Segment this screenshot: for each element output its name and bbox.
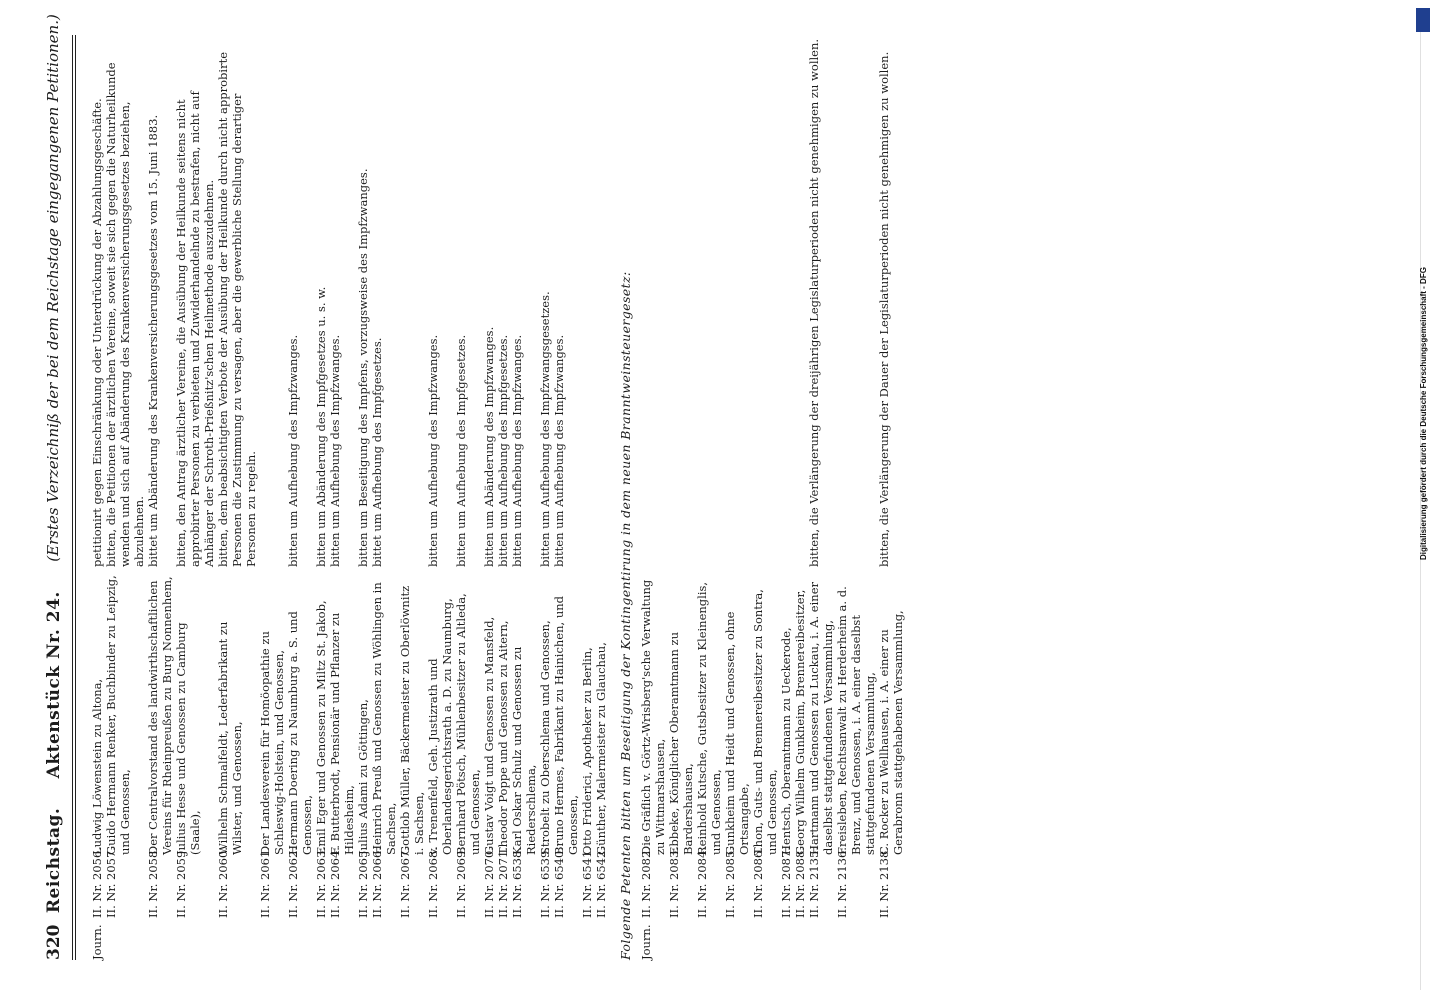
reference-number: II. Nr. 6540.	[552, 847, 566, 918]
petition-entry	[216, 30, 258, 960]
reference-number: II. Nr. 6538.	[510, 847, 524, 918]
petitioner: Hermann Doering zu Naumburg a. S. und Genossen,	[286, 611, 314, 855]
journal-reference	[639, 847, 667, 960]
petition-entry	[398, 30, 426, 960]
reference-number: II. Nr. 2060.	[216, 847, 230, 918]
petitioner: Gunkheim und Heidt und Genossen, ohne Ortsangabe,	[723, 611, 751, 855]
journal-prefix: Journ.	[639, 924, 653, 960]
journal-reference	[835, 847, 877, 960]
journal-reference	[877, 847, 905, 960]
petitioner: Bernhard Pötsch, Mühlenbesitzer zu Altleda, und Genossen,	[454, 593, 482, 855]
petition-request	[793, 37, 807, 567]
petitioner: Thon, Guts- und Brennereibesitzer zu Sontra, und Genossen,	[751, 589, 779, 855]
petition-entry	[510, 30, 538, 960]
petitioner: Wilhelm Schmalfeldt, Lederfabrikant zu Wilster, und Genossen,	[216, 621, 244, 855]
petition-entry	[370, 30, 398, 960]
journal-reference	[695, 847, 723, 960]
petition-list	[90, 30, 905, 960]
journal-reference	[552, 847, 580, 960]
petition-entry	[258, 30, 286, 960]
petition-request: bitten, die Verlängerung der dreijährigen Legislaturperioden nicht genehmigen zu wollen.	[807, 38, 821, 567]
reference-number: II. Nr. 2056.	[90, 847, 104, 918]
petition-entry	[594, 30, 608, 960]
digitization-credit: Digitalisierung gefördert durch die Deutsche Forschungsgemeinschaft - DFG	[1419, 267, 1428, 560]
petitioner: Georg Wilhelm Gunkheim, Brennereibesitzer,	[793, 589, 807, 855]
reference-number: II. Nr. 2083.	[667, 847, 681, 918]
petition-entry	[695, 30, 723, 960]
reference-number: II. Nr. 2061.	[258, 847, 272, 918]
journal-reference	[723, 847, 751, 960]
petition-entry	[538, 30, 552, 960]
document-subtitle: (Erstes Verzeichniß der bei dem Reichstage eingegangenen Petitionen.)	[44, 14, 62, 562]
petitioner: Bruno Hermes, Fabrikant zu Hainichen, und Genossen,	[552, 595, 580, 855]
petition-entry	[639, 30, 667, 960]
petition-request: bittet um Abänderung des Krankenversicherungsgesetzes vom 15. Juni 1883.	[146, 114, 160, 567]
petition-entry	[580, 30, 594, 960]
petitioner: F. Butterbrodt, Pensionär und Pflanzer zu Hildesheim,	[328, 612, 356, 855]
journal-reference	[454, 847, 482, 960]
petition-request	[580, 37, 594, 567]
petitioner: Freisleben, Rechtsanwalt zu Herderheim a. d. Brenz, und Genossen, i. A. einer daselbst stattgefundenen Versammlung,	[835, 586, 877, 855]
petition-request	[835, 37, 877, 567]
petition-request	[639, 37, 667, 567]
petition-entry	[552, 30, 580, 960]
reference-number: II. Nr. 2057.	[104, 847, 118, 918]
petitioner: Julius Hesse und Genossen zu Camburg (Saale),	[174, 622, 202, 855]
petition-entry	[328, 30, 356, 960]
document-label: Aktenstück Nr. 24.	[44, 591, 64, 779]
petition-request	[751, 37, 779, 567]
reference-number: II. Nr. 2068.	[426, 847, 440, 918]
petitioner: Gottlob Müller, Bäckermeister zu Oberlöwnitz i. Sachsen,	[398, 585, 426, 855]
petitioner: Theodor Poppe und Genossen zu Aitern,	[496, 620, 510, 855]
petitioner: Hartmann und Genossen zu Luckau, i. A. einer daselbst stattgefundenen Versammlung,	[807, 581, 835, 855]
petitioner: Heinrich Preuß und Genossen zu Wöhlingen in Sachsen,	[370, 582, 398, 855]
journal-reference	[104, 847, 146, 960]
reference-number: II. Nr. 6539.	[538, 847, 552, 918]
journal-prefix: Journ.	[90, 924, 104, 960]
petition-entry	[174, 30, 216, 960]
petition-request: bitten um Aufhebung des Impfgesetzes.	[496, 334, 510, 567]
reference-number: II. Nr. 2084.	[695, 847, 709, 918]
petition-block-first	[90, 30, 608, 960]
petition-request: bitten um Aufhebung des Impfzwanges.	[286, 334, 300, 567]
petitioner: Reinhold Kutsche, Gutsbesitzer zu Kleinenglis, und Genossen,	[695, 581, 723, 855]
petitioner: Günther, Malermeister zu Glauchau,	[594, 642, 608, 855]
journal-reference	[594, 847, 608, 960]
petition-entry	[426, 30, 454, 960]
petition-entry	[482, 30, 496, 960]
petition-entry	[835, 30, 877, 960]
petition-entry	[454, 30, 482, 960]
petitioner: Ebbeke, Königlicher Oberamtmann zu Bardershausen,	[667, 632, 695, 855]
petition-entry	[667, 30, 695, 960]
journal-reference	[580, 847, 594, 960]
reference-number: II. Nr. 2058.	[146, 847, 160, 918]
petition-entry	[314, 30, 328, 960]
reference-number: II. Nr. 2086.	[751, 847, 765, 918]
petition-request	[398, 37, 426, 567]
journal-reference	[667, 847, 695, 960]
journal-reference	[258, 847, 286, 960]
petition-entry	[779, 30, 793, 960]
journal-reference	[370, 847, 398, 960]
petition-entry	[877, 30, 905, 960]
journal-reference	[146, 847, 174, 960]
petition-request: bitten um Aufhebung des Impfzwanges.	[328, 334, 342, 567]
petition-entry	[146, 30, 174, 960]
petition-request: bitten um Aufhebung des Impfzwanges.	[552, 334, 566, 567]
petition-request: bitten um Abänderung des Impfgesetzes u. s. w.	[314, 286, 328, 567]
petition-entry	[104, 30, 146, 960]
petition-entry	[793, 30, 807, 960]
reference-number: II. Nr. 2064.	[328, 847, 342, 918]
petition-request: bitten, die Petitionen der ärztlichen Vereine, soweit sie sich gegen die Naturheilkunde wenden und sich auf Abänderung des Krankenversicherungsgesetzes beziehen, abzulehnen.	[104, 62, 146, 567]
petition-request: bitten, den Antrag ärztlicher Vereine, die Ausübung der Heilkunde seitens nicht approbirter Personen zu verbieten und Zuwiderhandelnde zu bestrafen, nicht auf Anhänger der Schroth-Prießnitz'schen Heilmethode auszudehnen.	[174, 91, 216, 567]
petition-request: bitten um Aufhebung des Impfzwanges.	[426, 334, 440, 567]
petition-request	[779, 37, 793, 567]
reference-number: II. Nr. 2135.	[807, 847, 821, 918]
reference-number: II. Nr. 6542.	[594, 847, 608, 918]
petition-request: bitten um Abänderung des Impfzwanges.	[482, 326, 496, 567]
reference-number: II. Nr. 2071.	[496, 847, 510, 918]
petitioner: Karl Oskar Schulz und Genossen zu Riederschlema,	[510, 646, 538, 855]
petitioner: Guido Hermann Renker, Buchbinder zu Leipzig, und Genossen,	[104, 575, 132, 855]
petitioner: v. Trenenfeld, Geh. Justizrath und Oberlandesgerichtsrath a. D. zu Naumburg,	[426, 598, 454, 855]
petition-entry	[751, 30, 779, 960]
journal-reference	[496, 847, 510, 960]
petition-request	[667, 37, 695, 567]
journal-reference	[751, 847, 779, 960]
reference-number: II. Nr. 2065.	[356, 847, 370, 918]
petition-request	[594, 37, 608, 567]
petition-request: bitten um Aufhebung des Impfzwangsgesetzes.	[538, 291, 552, 567]
journal-reference	[510, 847, 538, 960]
petition-entry	[496, 30, 510, 960]
petition-request	[695, 37, 723, 567]
journal-reference	[90, 847, 104, 960]
petition-entry	[90, 30, 104, 960]
petitioner: Die Gräflich v. Görtz-Wrisberg'sche Verwaltung zu Wittmarshausen,	[639, 579, 667, 855]
reference-number: II. Nr. 6541.	[580, 847, 594, 918]
running-header	[44, 14, 70, 960]
dfg-logo	[1416, 8, 1430, 32]
journal-reference	[328, 847, 356, 960]
reference-number: II. Nr. 2067.	[398, 847, 412, 918]
header-rule-second	[75, 35, 76, 960]
journal-reference	[807, 847, 835, 960]
petitioner: Otto Friderici, Apotheker zu Berlin,	[580, 647, 594, 855]
journal-reference	[314, 847, 328, 960]
petitioner: Ludwig Löwenstein zu Altona,	[90, 678, 104, 855]
reference-number: II. Nr. 2085.	[723, 847, 737, 918]
petitioner: Emil Eger und Genossen zu Miltz St. Jakob,	[314, 600, 328, 855]
journal-reference	[356, 847, 370, 960]
petition-request: petitionirt gegen Einschränkung oder Unterdrückung der Abzahlungsgeschäfte.	[90, 98, 104, 567]
petitioner: Der Landesverein für Homöopathie zu Schleswig-Holstein, und Genossen,	[258, 631, 286, 855]
petitioner: Hentsch, Oberamtmann zu Ueckerode,	[779, 627, 793, 855]
journal-reference	[482, 847, 496, 960]
journal-name: Reichstag.	[44, 807, 64, 914]
petition-entry	[286, 30, 314, 960]
reference-number: II. Nr. 2087.	[779, 847, 793, 918]
reference-number: II. Nr. 2082.	[639, 847, 653, 918]
journal-reference	[538, 847, 552, 960]
reference-number: II. Nr. 2062.	[286, 847, 300, 918]
petitioner: C. Rocker zu Wellhausen, i. A. einer zu Gerabronn stattgehabenen Versammlung,	[877, 610, 905, 855]
petition-entry	[723, 30, 751, 960]
petition-request	[258, 37, 286, 567]
petition-request: bittet um Aufhebung des Impfgesetzes.	[370, 337, 384, 567]
petition-request: bitten um Beseitigung des Impfens, vorzugsweise des Impfzwanges.	[356, 168, 370, 567]
page-number: 320	[44, 924, 64, 960]
petition-entry	[356, 30, 370, 960]
petitioner: Gustav Voigt und Genossen zu Mansfeld,	[482, 616, 496, 855]
reference-number: II. Nr. 2066.	[370, 847, 384, 918]
petition-request: bitten, die Verlängerung der Dauer der Legislaturperioden nicht genehmigen zu wollen.	[877, 51, 891, 567]
reference-number: II. Nr. 2063.	[314, 847, 328, 918]
journal-reference	[426, 847, 454, 960]
journal-reference	[216, 847, 258, 960]
journal-reference	[793, 847, 807, 960]
petition-request: bitten, dem beabsichtigten Verbote der Ausübung der Heilkunde durch nicht approbirte Personen die Zustimmung zu versagen, aber die gewerbliche Stellung derartiger Personen zu regeln.	[216, 51, 258, 567]
reference-number: II. Nr. 2059.	[174, 847, 188, 918]
petition-entry	[807, 30, 835, 960]
header-rule	[72, 35, 73, 960]
petition-request: bitten um Aufhebung des Impfzwanges.	[510, 334, 524, 567]
petition-request	[723, 37, 751, 567]
journal-reference	[174, 847, 216, 960]
petitioner: Der Centralvorstand des landwirthschaftlichen Vereins für Rheinpreußen zu Burg Nonnenhem,	[146, 576, 174, 855]
petition-request: bitten um Aufhebung des Impfgesetzes.	[454, 334, 468, 567]
section-heading: Folgende Petenten bitten um Beseitigung der Kontingentirung in dem neuen Branntweinsteuergesetz:	[618, 271, 633, 960]
reference-number: II. Nr. 2138.	[877, 847, 891, 918]
journal-reference	[779, 847, 793, 960]
petitioner: Julius Adami zu Göttingen,	[356, 699, 370, 855]
reference-number: II. Nr. 2136.	[835, 847, 849, 918]
reference-number: II. Nr. 2070.	[482, 847, 496, 918]
reference-number: II. Nr. 2088.	[793, 847, 807, 918]
reference-number: II. Nr. 2069.	[454, 847, 468, 918]
petitioner: Strobelt zu Oberschlema und Genossen,	[538, 620, 552, 855]
journal-reference	[286, 847, 314, 960]
journal-reference	[398, 847, 426, 960]
petition-block-second	[639, 30, 905, 960]
